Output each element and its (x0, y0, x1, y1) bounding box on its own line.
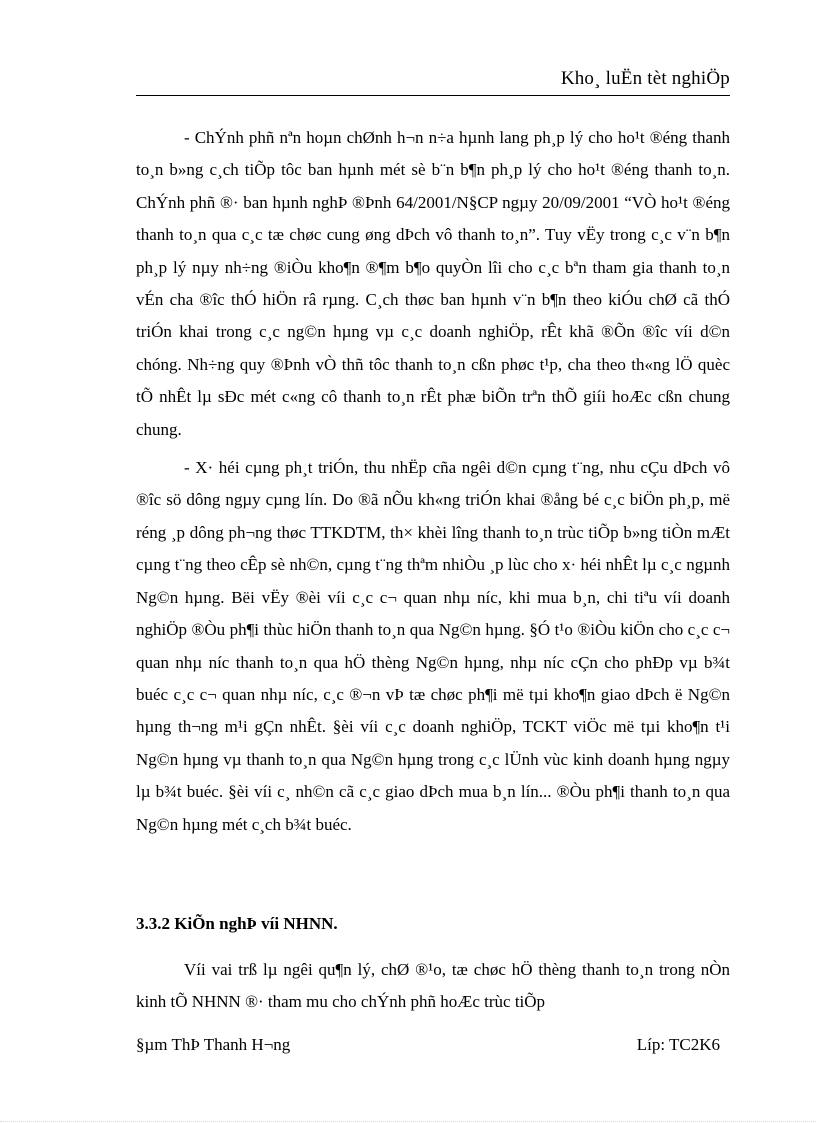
footer-author: §µm ThÞ Thanh H¬ng (136, 1035, 291, 1054)
document-header-title: Kho¸ luËn tèt nghiÖp (560, 68, 730, 89)
footer-class: Líp: TC2K6 (636, 1035, 720, 1054)
page-bottom-edge (0, 1121, 816, 1122)
header-divider (136, 95, 730, 96)
body-text (136, 122, 730, 841)
section-heading: 3.3.2 KiÕn nghÞ víi NHNN. (136, 914, 338, 933)
paragraph-nhnn-role: Víi vai trß lµ ngêi qu¶n lý, chØ ®¹o, tæ chøc hÖ thèng thanh to¸n trong nÒn kinh tÕ NHNN ®· tham mu cho chÝnh phñ hoÆc trùc tiÕp (136, 960, 730, 1012)
section-body (136, 954, 730, 1019)
paragraph-legal-framework: - ChÝnh phñ nªn hoµn chØnh h¬n n÷a hµnh lang ph¸p lý cho ho¹t ®éng thanh to¸n b»ng c¸ch tiÕp tôc ban hµnh mét sè b¨n b¶n ph¸p lý cho ho¹t ®éng thanh to¸n. ChÝnh phñ ®· ban hµnh nghÞ ®Þnh 64/2001/N§CP ngµy 20/09/2001 “VÒ ho¹t ®éng thanh to¸n qua c¸c tæ chøc cung øng dÞch vô thanh to¸n”. Tuy vËy trong c¸c v¨n b¶n ph¸p lý nµy nh÷ng ®iÒu kho¶n ®¶m b¶o quyÒn lîi cho c¸c bªn tham gia thanh to¸n vÉn cha ®îc thÓ hiÖn râ rµng. C¸ch thøc ban hµnh v¨n b¶n theo kiÓu chØ cã thÓ triÓn khai trong c¸c ng©n hµng vµ c¸c doanh nghiÖp, rÊt khã ®Õn ®îc víi d©n chóng. Nh÷ng quy ®Þnh vÒ thñ tôc thanh to¸n cßn phøc t¹p, cha theo th«ng lÖ quèc tÕ nhÊt lµ sÐc mét c«ng cô thanh to¸n rÊt phæ biÕn trªn thÕ giíi hoÆc cßn chung chung. (136, 128, 730, 439)
paragraph-social-development: - X· héi cµng ph¸t triÓn, thu nhËp cña ngêi d©n cµng t¨ng, nhu cÇu dÞch vô ®îc sö dông ngµy cµng lín. Do ®ã nÕu kh«ng triÓn khai ®ång bé c¸c biÖn ph¸p, më réng ¸p dông ph¬ng thøc TTKDTM, th× khèi lîng thanh to¸n trùc tiÕp b»ng tiÒn mÆt cµng t¨ng theo cÊp sè nh©n, cµng t¨ng thªm nhiÒu ¸p lùc cho x· héi nhÊt lµ c¸c ngµnh Ng©n hµng. Bëi vËy ®èi víi c¸c c¬ quan nhµ níc, khi mua b¸n, chi tiªu víi doanh nghiÖp ®Òu ph¶i thùc hiÖn thanh to¸n qua Ng©n hµng. §Ó t¹o ®iÒu kiÖn cho c¸c c¬ quan nhµ níc thanh to¸n qua hÖ thèng Ng©n hµng, nhµ níc cÇn cho phÐp vµ b¾t buéc c¸c c¬ quan nhµ níc, c¸c ®¬n vÞ tæ chøc ph¶i më tµi kho¶n giao dÞch ë Ng©n hµng th¬ng m¹i gÇn nhÊt. §èi víi c¸c doanh nghiÖp, TCKT viÖc më tµi kho¶n t¹i Ng©n hµng vµ thanh to¸n qua Ng©n hµng trong c¸c lÜnh vùc kinh doanh hµng ngµy lµ b¾t buéc. §èi víi c¸ nh©n cã c¸c giao dÞch mua b¸n lín... ®Òu ph¶i thanh to¸n qua Ng©n hµng mét c¸ch b¾t buéc. (136, 458, 730, 834)
